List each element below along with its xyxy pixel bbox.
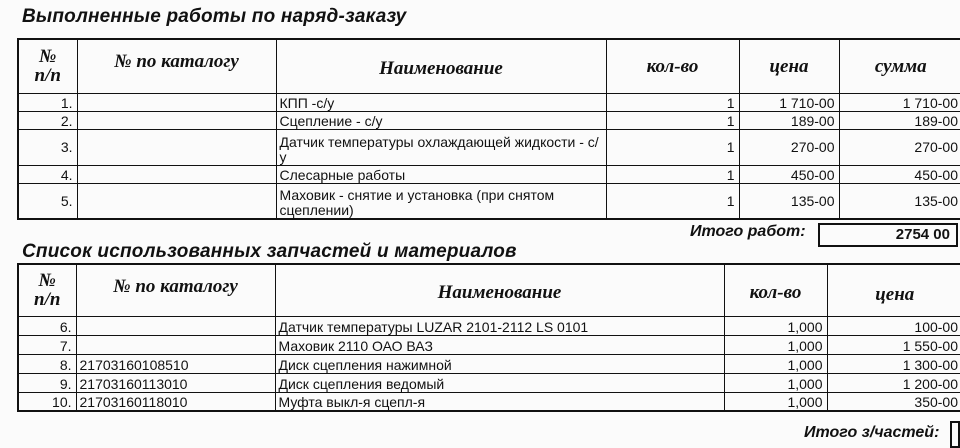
parts-total-label: Итого з/частей: — [804, 424, 940, 441]
row-catalog: 21703160108510 — [76, 354, 275, 373]
works-col-catalog: № по каталогу — [77, 39, 276, 93]
row-num: 1. — [18, 93, 77, 111]
parts-col-num-line2: п/п — [34, 289, 61, 311]
row-name: Диск сцепления ведомый — [275, 373, 724, 392]
row-catalog — [77, 111, 276, 129]
row-price: 1 710-00 — [739, 93, 839, 111]
table-row — [18, 129, 960, 165]
row-name: Датчик температуры охлаждающей жидкости - с/у — [276, 129, 606, 165]
row-name: Диск сцепления нажимной — [275, 354, 724, 373]
row-num: 9. — [18, 373, 76, 392]
works-total-label: Итого работ: — [690, 223, 806, 240]
row-name: Муфта выкл-я сцепл-я — [275, 392, 724, 411]
row-price: 100-00 — [827, 316, 960, 335]
table-row — [18, 165, 960, 183]
row-sum: 135-00 — [839, 183, 960, 219]
row-sum: 189-00 — [839, 111, 960, 129]
row-name: Маховик - снятие и установка (при снятом сцеплении) — [276, 183, 606, 219]
row-price: 135-00 — [739, 183, 839, 219]
parts-col-price: цена — [827, 264, 960, 316]
table-row — [18, 392, 960, 411]
parts-col-qty: кол-во — [724, 264, 827, 316]
works-col-num-line1: № — [39, 46, 57, 68]
row-catalog — [77, 129, 276, 165]
parts-total-value — [950, 421, 960, 448]
table-row — [18, 111, 960, 129]
row-name: Датчик температуры LUZAR 2101-2112 LS 0101 — [275, 316, 724, 335]
row-name: Сцепление - с/у — [276, 111, 606, 129]
row-catalog: 21703160113010 — [76, 373, 275, 392]
row-qty: 1 — [606, 93, 739, 111]
row-catalog — [76, 316, 275, 335]
row-qty: 1,000 — [724, 335, 827, 354]
table-row — [18, 373, 960, 392]
row-qty: 1,000 — [724, 354, 827, 373]
parts-col-name: Наименование — [275, 264, 724, 316]
row-num: 2. — [18, 111, 77, 129]
row-qty: 1 — [606, 111, 739, 129]
table-row — [18, 354, 960, 373]
table-row — [18, 316, 960, 335]
row-num: 8. — [18, 354, 76, 373]
row-qty: 1,000 — [724, 392, 827, 411]
parts-col-num — [18, 264, 76, 316]
row-num: 6. — [18, 316, 76, 335]
works-table — [17, 38, 960, 220]
works-header-row — [18, 39, 960, 93]
row-price: 450-00 — [739, 165, 839, 183]
parts-section-title: Список использованных запчастей и материалов — [22, 241, 517, 262]
works-col-sum: сумма — [839, 39, 960, 93]
row-catalog — [77, 183, 276, 219]
row-name: КПП -с/у — [276, 93, 606, 111]
row-name: Слесарные работы — [276, 165, 606, 183]
row-num: 3. — [18, 129, 77, 165]
row-catalog — [77, 165, 276, 183]
row-price: 189-00 — [739, 111, 839, 129]
parts-table — [17, 263, 960, 412]
works-section-title: Выполненные работы по наряд-заказу — [22, 6, 407, 27]
row-qty: 1 — [606, 183, 739, 219]
row-catalog — [76, 335, 275, 354]
table-row — [18, 335, 960, 354]
row-sum: 270-00 — [839, 129, 960, 165]
works-col-price: цена — [739, 39, 839, 93]
row-price: 1 300-00 — [827, 354, 960, 373]
row-num: 5. — [18, 183, 77, 219]
parts-col-catalog: № по каталогу — [76, 264, 275, 316]
row-num: 10. — [18, 392, 76, 411]
parts-header-row — [18, 264, 960, 316]
works-col-qty: кол-во — [606, 39, 739, 93]
row-qty: 1 — [606, 165, 739, 183]
row-qty: 1 — [606, 129, 739, 165]
row-qty: 1,000 — [724, 316, 827, 335]
table-row — [18, 93, 960, 111]
table-row — [18, 183, 960, 219]
row-price: 350-00 — [827, 392, 960, 411]
row-name: Маховик 2110 ОАО ВАЗ — [275, 335, 724, 354]
works-col-num-line2: п/п — [34, 65, 61, 87]
parts-col-num-line1: № — [38, 270, 56, 292]
row-price: 1 200-00 — [827, 373, 960, 392]
row-sum: 450-00 — [839, 165, 960, 183]
row-catalog: 21703160118010 — [76, 392, 275, 411]
row-qty: 1,000 — [724, 373, 827, 392]
row-sum: 1 710-00 — [839, 93, 960, 111]
row-price: 270-00 — [739, 129, 839, 165]
row-num: 7. — [18, 335, 76, 354]
works-col-num — [18, 39, 77, 93]
row-price: 1 550-00 — [827, 335, 960, 354]
works-col-name: Наименование — [276, 39, 606, 93]
row-catalog — [77, 93, 276, 111]
works-total-value: 2754 00 — [818, 223, 958, 247]
row-num: 4. — [18, 165, 77, 183]
